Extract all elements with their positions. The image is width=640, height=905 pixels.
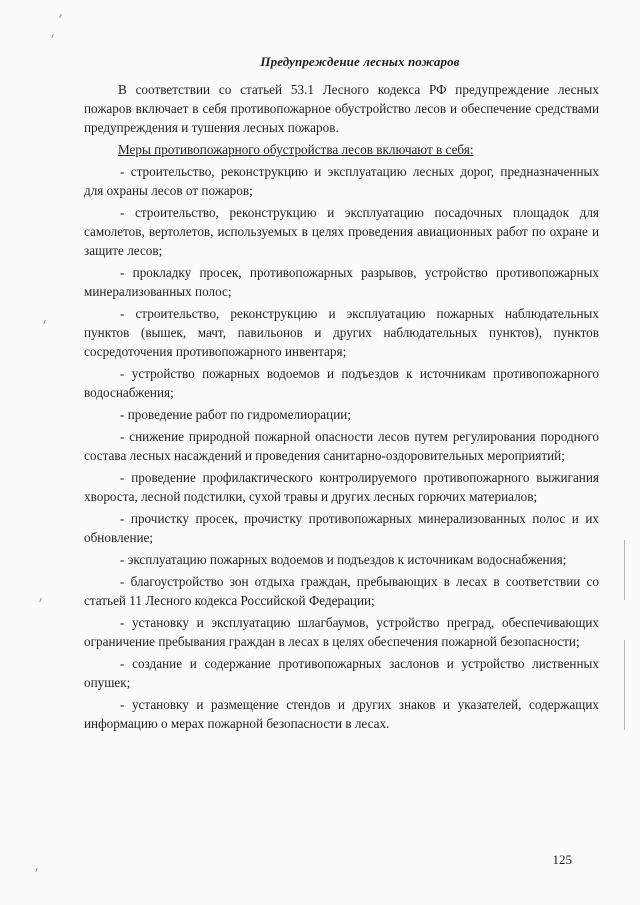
page-number: 125	[552, 852, 572, 867]
scan-speck	[43, 320, 46, 324]
list-item: - установку и эксплуатацию шлагбаумов, устройство преград, обеспечивающих ограничение пребывания граждан в лесах в целях обеспечения пожарной безопасности;	[84, 615, 599, 649]
list-item: - проведение работ по гидромелиорации;	[120, 407, 351, 422]
scan-speck	[35, 868, 38, 872]
measures-heading	[84, 140, 599, 159]
list-item: - благоустройство зон отдыха граждан, пребывающих в лесах в соответствии со статьей 11 Лесного кодекса Российской Федерации;	[84, 574, 599, 608]
scan-speck	[59, 14, 62, 18]
scan-speck	[51, 34, 54, 38]
list-item: - создание и содержание противопожарных заслонов и устройство лиственных опушек;	[84, 656, 599, 690]
scan-speck	[39, 598, 42, 602]
list-item: - строительство, реконструкцию и эксплуатацию лесных дорог, предназначенных для охраны лесов от пожаров;	[84, 164, 599, 198]
list-item: - строительство, реконструкцию и эксплуатацию посадочных площадок для самолетов, вертолетов, используемых в целях проведения авиационных работ по охране и защите лесов;	[84, 205, 599, 258]
scan-edge-line	[624, 640, 625, 730]
page-title: Предупреждение лесных пожаров	[260, 54, 460, 69]
list-item: - установку и размещение стендов и других знаков и указателей, содержащих информацию о мерах пожарной безопасности в лесах.	[84, 697, 599, 731]
measures-heading-text: Меры противопожарного обустройства лесов включают в себя:	[118, 142, 474, 157]
list-item: - проведение профилактического контролируемого противопожарного выжигания хвороста, лесной подстилки, сухой травы и других лесных горючих материалов;	[84, 470, 599, 504]
list-item: - строительство, реконструкцию и эксплуатацию пожарных наблюдательных пунктов (вышек, мачт, павильонов и других наблюдательных пунктов), пунктов сосредоточения противопожарного инвентаря;	[84, 306, 599, 359]
intro-paragraph: В соответствии со статьей 53.1 Лесного кодекса РФ предупреждение лесных пожаров включает в себя противопожарное обустройство лесов и обеспечение средствами предупреждения и тушения лесных пожаров.	[84, 82, 599, 135]
list-item: - устройство пожарных водоемов и подъездов к источникам противопожарного водоснабжения;	[84, 366, 599, 400]
list-item: - эксплуатацию пожарных водоемов и подъездов к источникам водоснабжения;	[120, 552, 567, 567]
list-item: - прокладку просек, противопожарных разрывов, устройство противопожарных минерализованных полос;	[84, 265, 599, 299]
scan-edge-line	[624, 540, 625, 600]
document-body	[84, 80, 599, 736]
list-item: - прочистку просек, прочистку противопожарных минерализованных полос и их обновление;	[84, 511, 599, 545]
list-item: - снижение природной пожарной опасности лесов путем регулирования породного состава лесных насаждений и проведения санитарно-оздоровительных мероприятий;	[84, 429, 599, 463]
